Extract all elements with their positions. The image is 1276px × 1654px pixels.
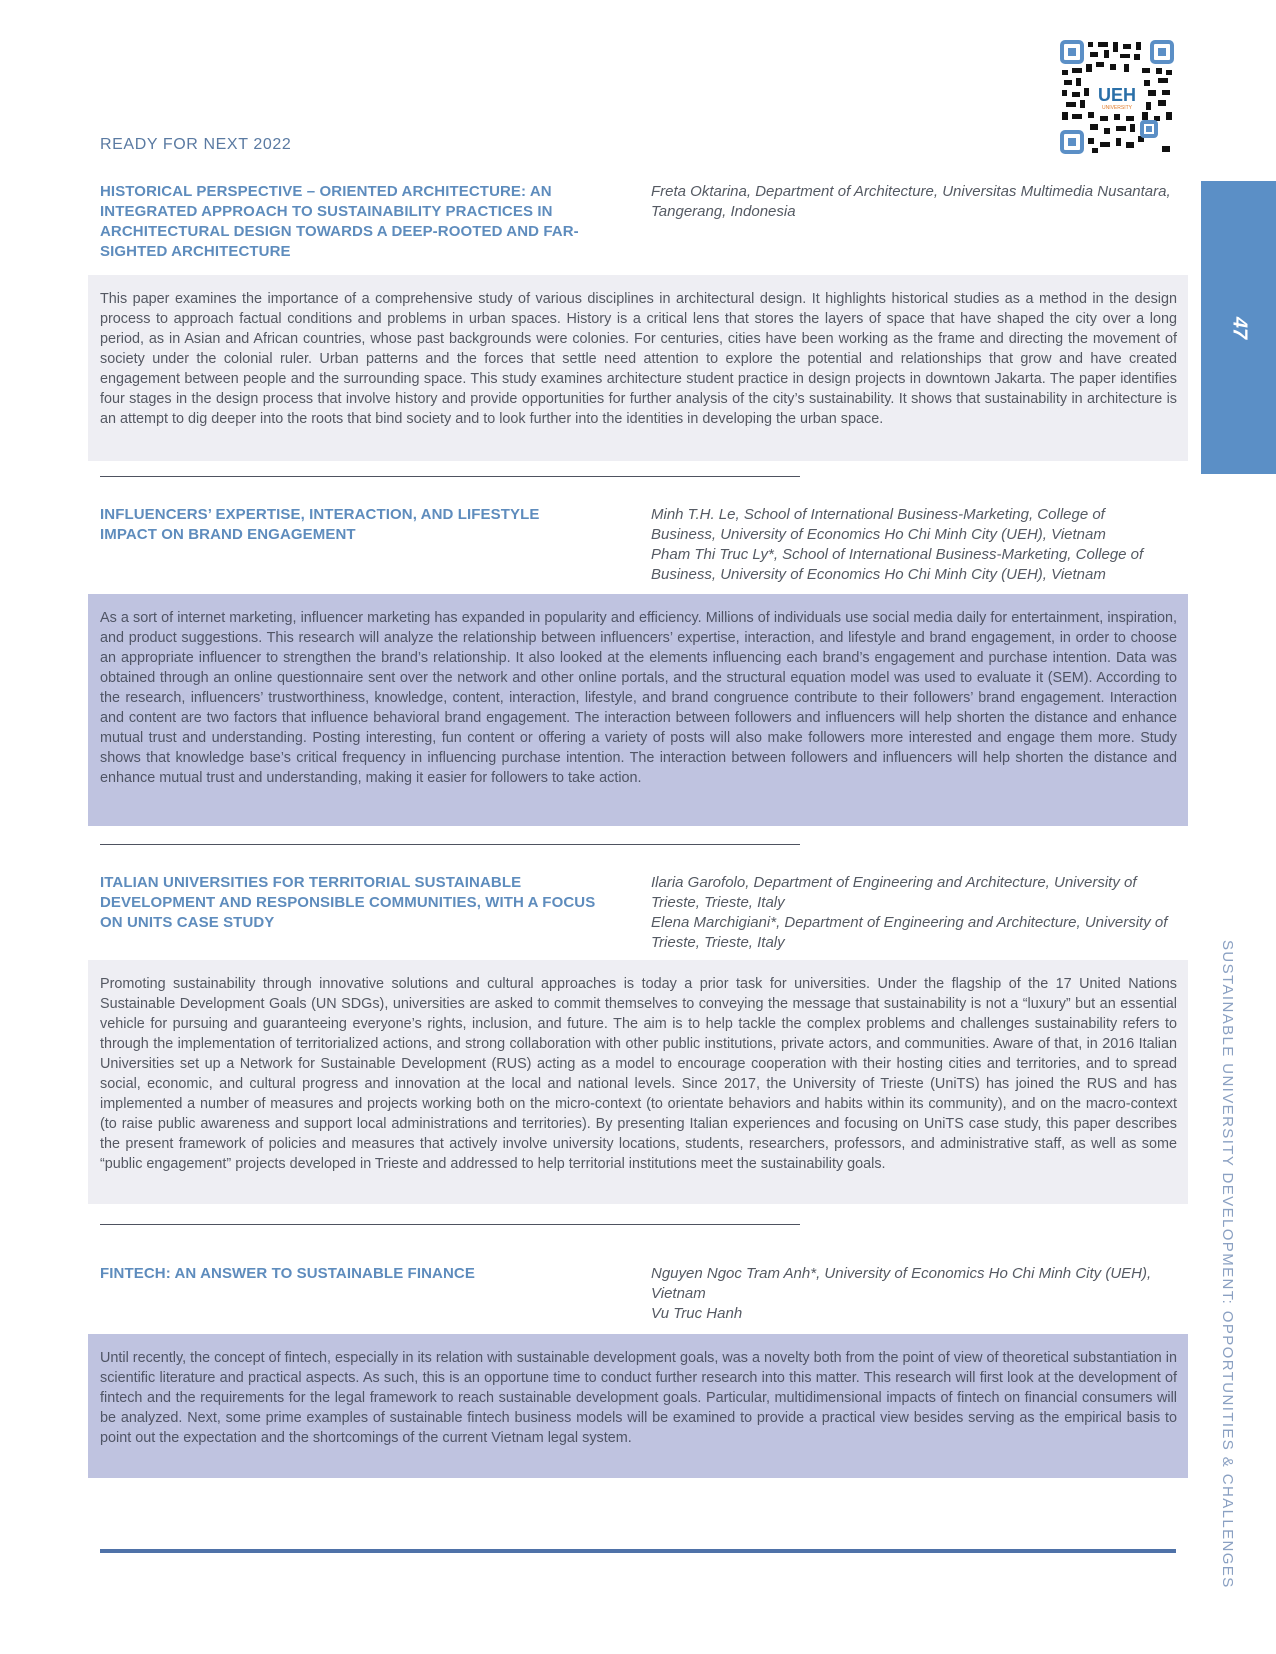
entry-authors bbox=[651, 505, 1171, 585]
author-line: Minh T.H. Le, School of International Business-Marketing, College of Business, University of Economics Ho Chi Minh City (UEH), Vietnam bbox=[651, 506, 1106, 543]
qr-code[interactable] bbox=[1058, 38, 1176, 156]
author-line: Ilaria Garofolo, Department of Engineering and Architecture, University of Trieste, Trieste, Italy bbox=[651, 874, 1137, 911]
entry-title: FINTECH: AN ANSWER TO SUSTAINABLE FINANCE bbox=[100, 1265, 475, 1282]
entry-authors bbox=[651, 182, 1171, 222]
entry-2-abstract: As a sort of internet marketing, influencer marketing has expanded in popularity and efficiency. Millions of individuals use social media daily for entertainment, inspiration, and product suggestions. This research will analyze the relationship between influencers’ expertise, interaction, and lifestyle and brand engagement, in order to choose an appropriate influencer to strengthen the brand’s relationship. It also looked at the elements influencing each brand’s engagement and purchase intention. Data was obtained through an online questionnaire sent over the network and other online portals, and the structural equation model was used to evaluate it (SEM). According to the research, influencers’ trustworthiness, knowledge, content, interaction, lifestyle, and brand congruence contribute to their followers’ brand engagement. Interaction and content are two factors that influence behavioral brand engagement. The interaction between followers and influencers will help shorten the distance and enhance mutual trust and understanding. Posting interesting, fun content or offering a variety of posts will also make followers more interested and engage them more. Study shows that knowledge base’s critical frequency in influencing purchase intention. The interaction between followers and influencers will help shorten the distance and enhance mutual trust and understanding, making it easier for followers to take action. bbox=[88, 594, 1188, 826]
entry-1-abstract: This paper examines the importance of a comprehensive study of various disciplines in architectural design. It highlights historical studies as a method in the design process to approach factual conditions and problems in urban spaces. History is a critical lens that stores the layers of space that have shaped the city over a long period, as in Asian and African countries, whose past backgrounds were colonies. For centuries, cities have been working as the frame and directing the movement of society under the colonial ruler. Urban patterns and the forces that settle need attention to explore the potential and relationships that grow and have created engagement between people and the surrounding space. This study examines architecture student practice in design projects in downtown Jakarta. The paper identifies four stages in the design process that involve history and provide opportunities for further analysis of the city’s sustainability. It shows that sustainability in architecture is an attempt to dig deeper into the roots that bind society and to look further into the identities in developing the urban space. bbox=[88, 275, 1188, 461]
entry-4-header bbox=[88, 1264, 1188, 1328]
author-line: Pham Thi Truc Ly*, School of International Business-Marketing, College of Business, University of Economics Ho Chi Minh City (UEH), Vietnam bbox=[651, 546, 1144, 583]
entry-divider bbox=[100, 844, 800, 845]
page-number: 47 bbox=[1228, 316, 1250, 339]
entry-title: HISTORICAL PERSPECTIVE – ORIENTED ARCHITECTURE: AN INTEGRATED APPROACH TO SUSTAINABILITY PRACTICES IN ARCHITECTURAL DESIGN TOWARDS A DEEP-ROOTED AND FAR-SIGHTED ARCHITECTURE bbox=[100, 183, 579, 260]
entry-authors bbox=[651, 1264, 1171, 1324]
author-line: Nguyen Ngoc Tram Anh*, University of Economics Ho Chi Minh City (UEH), Vietnam bbox=[651, 1265, 1152, 1302]
side-tab bbox=[1201, 181, 1276, 474]
footer-bar bbox=[100, 1549, 1176, 1553]
side-section-title: SUSTAINABLE UNIVERSITY DEVELOPMENT: OPPORTUNITIES & CHALLENGES bbox=[1219, 940, 1236, 1589]
entry-3-header bbox=[88, 873, 1188, 953]
entry-title: ITALIAN UNIVERSITIES FOR TERRITORIAL SUSTAINABLE DEVELOPMENT AND RESPONSIBLE COMMUNITIES, WITH A FOCUS ON UNITS CASE STUDY bbox=[100, 874, 596, 931]
qr-logo-subtext: UNIVERSITY bbox=[1101, 105, 1133, 111]
author-line: Elena Marchigiani*, Department of Engineering and Architecture, University of Trieste, Trieste, Italy bbox=[651, 914, 1168, 951]
running-header: READY FOR NEXT 2022 bbox=[100, 136, 292, 153]
entry-divider bbox=[100, 476, 800, 477]
author-line: Vu Truc Hanh bbox=[651, 1305, 743, 1322]
entry-2-header bbox=[88, 505, 1188, 585]
qr-logo-text: UEH bbox=[1097, 85, 1137, 105]
entry-title: INFLUENCERS’ EXPERTISE, INTERACTION, AND LIFESTYLE IMPACT ON BRAND ENGAGEMENT bbox=[100, 506, 540, 543]
entry-1-header bbox=[88, 182, 1188, 267]
author-line: Freta Oktarina, Department of Architecture, Universitas Multimedia Nusantara, Tangerang, Indonesia bbox=[651, 183, 1171, 220]
entry-3-abstract: Promoting sustainability through innovative solutions and cultural approaches is today a prior task for universities. Under the flagship of the 17 United Nations Sustainable Development Goals (UN SDGs), universities are asked to commit themselves to conveying the message that sustainability is not a “luxury” but an essential vehicle for pursuing and guaranteeing everyone’s rights, inclusion, and future. The aim is to help tackle the complex problems and challenges sustainability refers to through the implementation of territorialized actions, and strong collaboration with other public institutions, private actors, and communities. Aware of that, in 2016 Italian Universities set up a Network for Sustainable Development (RUS) acting as a model to encourage cooperation with their hosting cities and territories, and to spread social, economic, and cultural progress and innovation at the local and national levels. Since 2017, the University of Trieste (UniTS) has joined the RUS and has implemented a number of measures and projects working both on the micro-context (to orientate behaviors and habits within its community), and on the macro-context (to raise public awareness and support local administrations and territories). By presenting Italian experiences and focusing on UniTS case study, this paper describes the present framework of policies and measures that actively involve university locations, students, researchers, professors, and administrative staff, as well as some “public engagement” projects developed in Trieste and addressed to help territorial institutions meet the sustainability goals. bbox=[88, 960, 1188, 1204]
entry-authors bbox=[651, 873, 1171, 953]
entry-4-abstract: Until recently, the concept of fintech, especially in its relation with sustainable development goals, was a novelty both from the point of view of theoretical substantiation in scientific literature and practical aspects. As such, this is an opportune time to conduct further research into this matter. This research will first look at the development of fintech and the requirements for the legal framework to reach sustainable development goals. Particular, multidimensional impacts of fintech on financial consumers will be analyzed. Next, some prime examples of sustainable fintech business models will be examined to provide a practical view besides serving as the empirical basis to point out the expectation and the shortcomings of the current Vietnam legal system. bbox=[88, 1334, 1188, 1478]
qr-code-graphic bbox=[1058, 38, 1176, 156]
entry-divider bbox=[100, 1224, 800, 1225]
